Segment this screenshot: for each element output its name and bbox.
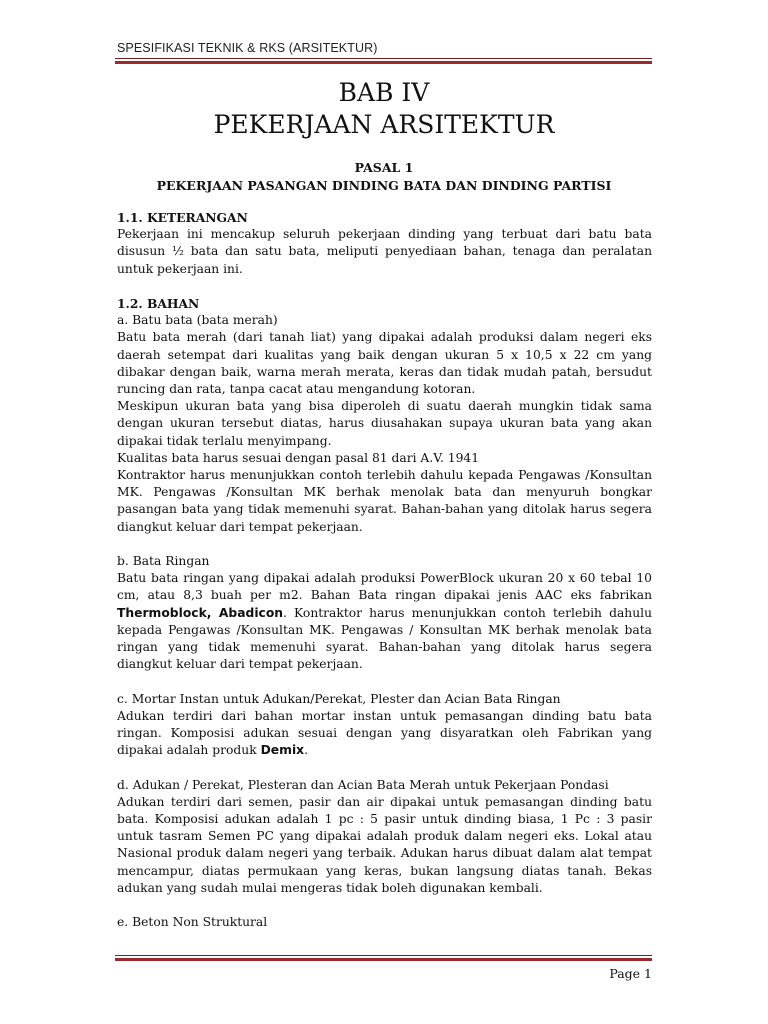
page-number: Page 1 bbox=[609, 966, 652, 981]
bata-ringan-text-1: Batu bata ringan yang dipakai adalah produksi PowerBlock ukuran 20 x 60 tebal 10 cm, atau 8,3 buah per m2. Bahan Bata ringan dipakai jenis AAC eks fabrikan bbox=[117, 571, 652, 603]
paragraph-batu-bata-1: Batu bata merah (dari tanah liat) yang dipakai adalah produksi dalam negeri eks daerah setempat dari kualitas yang baik dengan ukuran 5 x 10,5 x 22 cm yang dibakar dengan baik, warna merah merata, keras dan tidak mudah patah, bersudut runcing dan rata, tanpa cacat atau mengandung kotoran. bbox=[117, 330, 652, 397]
item-title-batu-bata: a. Batu bata (bata merah) bbox=[117, 313, 278, 328]
section-heading-bahan: 1.2. BAHAN bbox=[117, 296, 200, 311]
chapter-number: BAB IV bbox=[338, 78, 430, 107]
paragraph-keterangan: Pekerjaan ini mencakup seluruh pekerjaan dinding yang terbuat dari batu bata disusun ½ bata dan satu bata, meliputi penyediaan bahan, tenaga dan peralatan untuk pekerjaan ini. bbox=[117, 227, 652, 276]
item-title-mortar: c. Mortar Instan untuk Adukan/Perekat, Plester dan Acian Bata Ringan bbox=[117, 691, 561, 706]
item-title-bata-ringan: b. Bata Ringan bbox=[117, 554, 210, 569]
mortar-text-1: Adukan terdiri dari bahan mortar instan untuk pemasangan dinding batu bata ringan. Komposisi adukan sesuai dengan yang disyaratkan oleh Fabrikan yang dipakai adalah produk bbox=[117, 708, 652, 758]
header-rule bbox=[115, 58, 652, 64]
paragraph-adukan: Adukan terdiri dari semen, pasir dan air dipakai untuk pemasangan dinding batu bata. Komposisi adukan adalah 1 pc : 5 pasir untuk dinding biasa, 1 Pc : 3 pasir untuk tasram Semen PC yang dipakai adalah produk dalam negeri eks. Lokal atau Nasional produk dalam negeri yang terbaik. Adukan harus dibuat dalam alat tempat mencampur, diatas permukaan yang keras, bukan langsung diatas tanah. Bekas adukan yang sudah mulai mengeras tidak boleh digunakan kembali. bbox=[117, 794, 652, 895]
item-title-adukan: d. Adukan / Perekat, Plesteran dan Acian Bata Merah untuk Pekerjaan Pondasi bbox=[117, 777, 609, 792]
paragraph-bata-ringan bbox=[117, 570, 652, 673]
document-body bbox=[117, 209, 652, 931]
paragraph-batu-bata-3: Kualitas bata harus sesuai dengan pasal 81 dari A.V. 1941 bbox=[117, 450, 480, 465]
chapter-title: PEKERJAAN ARSITEKTUR bbox=[213, 110, 555, 139]
pasal-title: PEKERJAAN PASANGAN DINDING BATA DAN DINDING PARTISI bbox=[156, 178, 612, 193]
mortar-brand: Demix bbox=[260, 743, 305, 758]
running-header: SPESIFIKASI TEKNIK & RKS (ARSITEKTUR) bbox=[117, 41, 378, 55]
item-title-beton: e. Beton Non Struktural bbox=[117, 915, 268, 930]
mortar-text-2: . bbox=[304, 743, 309, 758]
bata-ringan-brand: Thermoblock, Abadicon bbox=[117, 605, 284, 620]
paragraph-mortar bbox=[117, 708, 652, 760]
footer-rule bbox=[115, 955, 652, 961]
paragraph-batu-bata-2: Meskipun ukuran bata yang bisa diperoleh di suatu daerah mungkin tidak sama dengan ukuran tersebut diatas, harus diusahakan supaya ukuran bata yang akan dipakai tidak terlalu menyimpang. bbox=[117, 399, 652, 448]
bata-ringan-text-2: . Kontraktor harus menunjukkan contoh terlebih dahulu kepada Pengawas /Konsultan MK. Pengawas / Konsultan MK berhak menolak bata ringan yang tidak memenuhi syarat. Bahan-bahan yang ditolak harus segera diangkut keluar dari tempat pekerjaan. bbox=[117, 605, 652, 672]
section-heading-keterangan: 1.1. KETERANGAN bbox=[117, 210, 248, 225]
paragraph-batu-bata-4: Kontraktor harus menunjukkan contoh terlebih dahulu kepada Pengawas /Konsultan MK. Pengawas /Konsultan MK berhak menolak bata dan menyuruh bongkar pasangan bata yang tidak memenuhi syarat. Bahan-bahan yang ditolak harus segera diangkut keluar dari tempat pekerjaan. bbox=[117, 468, 652, 534]
pasal-number: PASAL 1 bbox=[354, 160, 414, 175]
